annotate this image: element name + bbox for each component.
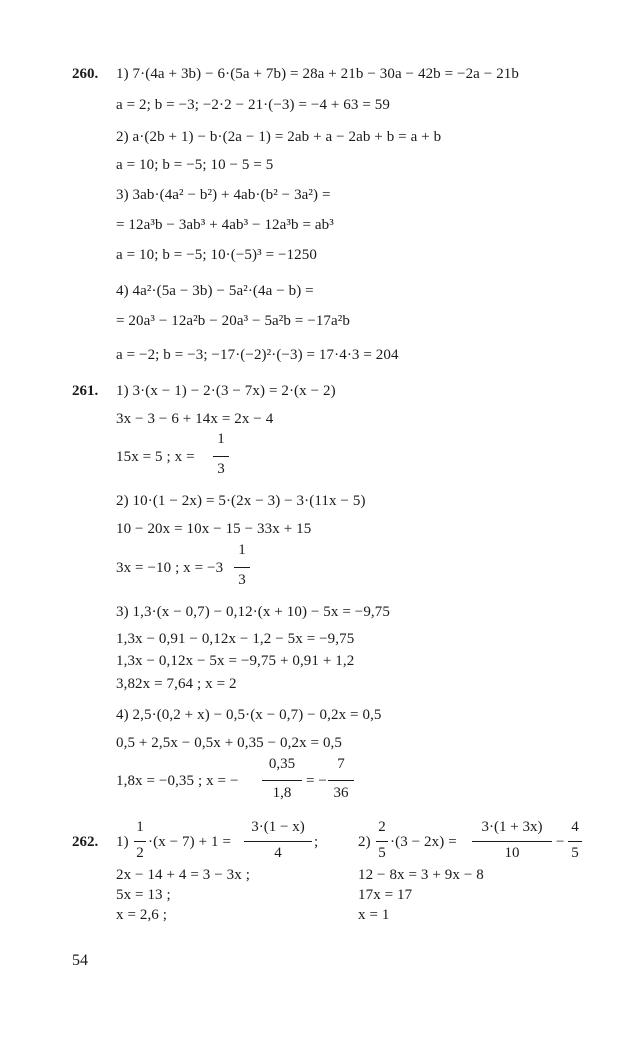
p261-line-13: 1,8x = −0,35 ; x = − [116,773,239,789]
p262-a-half-num: 1 [136,819,144,835]
p262-b-label: 2) [358,834,371,850]
p260-line-5: 3) 3ab·(4a² − b²) + 4ab·(b² − 3a²) = [116,187,331,203]
problem-number-260: 260. [72,66,99,82]
p260-line-4: a = 10; b = −5; 10 − 5 = 5 [116,157,274,173]
p262-a-label: 1) [116,834,129,850]
p261-line-9: 1,3x − 0,12x − 5x = −9,75 + 0,91 + 1,2 [116,653,355,669]
p262-b-last-bar [568,841,582,842]
p262-a-half-bar [134,841,146,842]
p262-b-frac-den: 5 [378,845,386,861]
p261-line-7: 3) 1,3·(x − 0,7) − 0,12·(x + 10) − 5x = −9,75 [116,604,390,620]
p262-a-mid: ·(x − 7) + 1 = [148,834,232,850]
p260-line-6: = 12a³b − 3ab³ + 4ab³ − 12a³b = ab³ [116,217,334,233]
p262-a-rhs-bar [244,841,312,842]
p261-frac-3-den: 1,8 [272,785,292,801]
p262-b-line-4: x = 1 [358,907,390,923]
p262-b-rhs-bar [472,841,552,842]
p261-frac-2-num: 1 [238,542,246,558]
p262-b-frac-num: 2 [378,819,386,835]
problem-number-261: 261. [72,383,99,399]
p261-frac-4-den: 36 [333,785,349,801]
p262-a-semicolon: ; [314,834,319,850]
p260-line-1: 1) 7·(4a + 3b) − 6·(5a + 7b) = 28a + 21b − 30a − 42b = −2a − 21b [116,66,519,82]
p260-line-10: a = −2; b = −3; −17·(−2)²·(−3) = 17·4·3 = 204 [116,347,399,363]
p261-line-2: 3x − 3 − 6 + 14x = 2x − 4 [116,411,274,427]
p262-b-mid: ·(3 − 2x) = [390,834,457,850]
p261-frac-4-num: 7 [337,756,345,772]
p261-line-8: 1,3x − 0,91 − 0,12x − 1,2 − 5x = −9,75 [116,631,355,647]
p262-b-frac-bar [376,841,388,842]
p260-line-2: a = 2; b = −3; −2·2 − 21·(−3) = −4 + 63 = 59 [116,97,390,113]
p261-frac-1-den: 3 [217,461,225,477]
p261-line-12: 0,5 + 2,5x − 0,5x + 0,35 − 0,2x = 0,5 [116,735,342,751]
p261-line-1: 1) 3·(x − 1) − 2·(3 − 7x) = 2·(x − 2) [116,383,336,399]
p261-line-3: 15x = 5 ; x = [116,449,195,465]
p261-line-11: 4) 2,5·(0,2 + x) − 0,5·(x − 0,7) − 0,2x = 0,5 [116,707,382,723]
p262-a-rhs-den: 4 [274,845,282,861]
p262-b-line-3: 17x = 17 [358,887,413,903]
p262-a-rhs-num: 3·(1 − x) [251,819,305,835]
p262-a-half-den: 2 [136,845,144,861]
p261-line-6: 3x = −10 ; x = −3 [116,560,224,576]
p261-frac-1-bar [213,456,229,457]
p262-a-line-4: x = 2,6 ; [116,907,168,923]
page-number: 54 [72,952,88,969]
p261-frac-3-num: 0,35 [268,756,296,772]
p261-line-10: 3,82x = 7,64 ; x = 2 [116,676,237,692]
p261-frac-3-bar [262,780,302,781]
p262-b-rhs-num: 3·(1 + 3x) [481,819,543,835]
p261-frac-4-bar [328,780,354,781]
p261-frac-2-bar [234,567,250,568]
p262-a-line-3: 5x = 13 ; [116,887,171,903]
problem-number-262: 262. [72,834,99,850]
p261-line-4: 2) 10·(1 − 2x) = 5·(2x − 3) − 3·(11x − 5) [116,493,366,509]
p262-b-last-num: 4 [571,819,579,835]
p260-line-9: = 20a³ − 12a²b − 20a³ − 5a²b = −17a²b [116,313,350,329]
p260-line-3: 2) a·(2b + 1) − b·(2a − 1) = 2ab + a − 2ab + b = a + b [116,129,442,145]
p261-frac-2-den: 3 [238,572,246,588]
p261-line-5: 10 − 20x = 10x − 15 − 33x + 15 [116,521,312,537]
p262-b-rhs-den: 10 [504,845,520,861]
p261-frac-1-num: 1 [217,431,225,447]
p262-a-line-2: 2x − 14 + 4 = 3 − 3x ; [116,867,250,883]
p260-line-7: a = 10; b = −5; 10·(−5)³ = −1250 [116,247,317,263]
p261-line-13-eq: = − [306,773,327,789]
p262-b-line-2: 12 − 8x = 3 + 9x − 8 [358,867,484,883]
p262-b-minus: − [556,834,565,850]
p260-line-8: 4) 4a²·(5a − 3b) − 5a²·(4a − b) = [116,283,314,299]
p262-b-last-den: 5 [571,845,579,861]
